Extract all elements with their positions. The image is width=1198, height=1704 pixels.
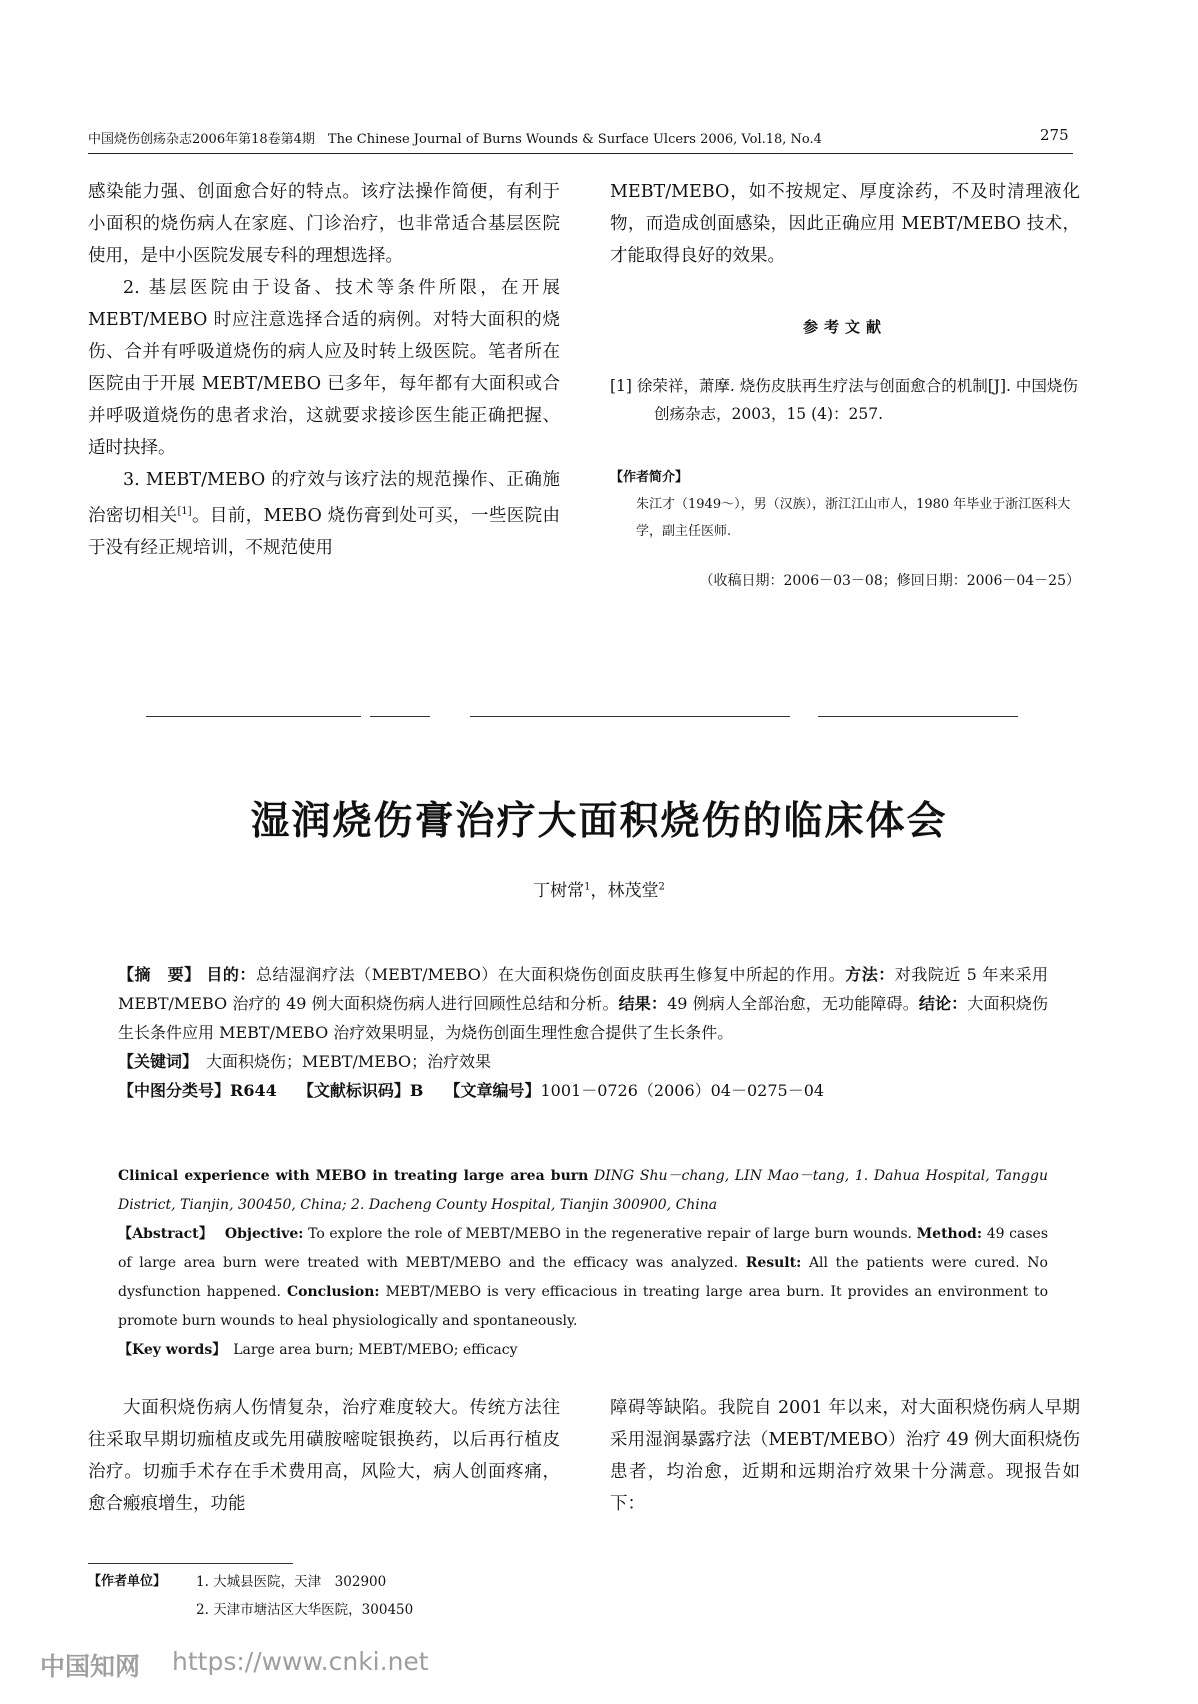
keywords-cn-label: 【关键词】 — [118, 1052, 191, 1071]
english-title-line — [118, 1162, 1048, 1220]
keywords-cn-text: 大面积烧伤；MEBT/MEBO；治疗效果 — [206, 1052, 492, 1071]
running-header: 中国烧伤创疡杂志2006年第18卷第4期 The Chinese Journal of Burns Wounds & Surface Ulcers 2006, Vol.18, No.4 — [88, 132, 822, 147]
author-2-affil-mark: 2 — [658, 881, 665, 893]
prev-article-right-column — [610, 176, 1080, 272]
abstract-en — [118, 1220, 1048, 1336]
prev-paragraph-3a: 3. MEBT/MEBO 的疗效与该疗法的规范操作、正确施治密切相关 — [88, 470, 560, 526]
reference-1: [1] 徐荣祥，萧摩. 烧伤皮肤再生疗法与创面愈合的机制[J]. 中国烧伤创疡杂志，2003，15 (4)：257. — [610, 377, 1078, 423]
prev-paragraph-2: 2. 基层医院由于设备、技术等条件所限，在开展 MEBT/MEBO 时应注意选择合适的病例。对特大面积的烧伤、合并有呼吸道烧伤的病人应及时转上级医院。笔者所在医院由于开展 MEBT/MEBO 已多年，每年都有大面积或合并呼吸道烧伤的患者求治，这就要求接诊医生能正确把握、适时抉择。 — [88, 278, 560, 458]
conclusion-en: MEBT/MEBO is very efficacious in treating large area burn. It provides an environment to promote burn wounds to heal physiologically and spontaneously. — [118, 1284, 1048, 1329]
english-title: Clinical experience with MEBO in treating large area burn — [118, 1168, 589, 1184]
author-separator: ， — [590, 881, 608, 901]
doccode-label: 【文献标识码】 — [297, 1081, 410, 1100]
prev-article-left-column — [88, 176, 560, 564]
class-value: R644 — [230, 1081, 277, 1100]
separator-segment — [370, 716, 430, 717]
result-en: All the patients were cured. No dysfunction happened. — [118, 1255, 1048, 1300]
prev-paragraph-1: 感染能力强、创面愈合好的特点。该疗法操作简便，有利于小面积的烧伤病人在家庭、门诊治疗，也非常适合基层医院使用，是中小医院发展专科的理想选择。 — [88, 182, 560, 266]
objective-cn: 总结湿润疗法（MEBT/MEBO）在大面积烧伤创面皮肤再生修复中所起的作用。 — [255, 965, 846, 984]
article-number-label: 【文章编号】 — [444, 1081, 541, 1100]
keywords-en-text: Large area burn; MEBT/MEBO; efficacy — [233, 1342, 518, 1358]
body-paragraph-right: 障碍等缺陷。我院自 2001 年以来，对大面积烧伤病人早期采用湿润暴露疗法（MEBT/MEBO）治疗 49 例大面积烧伤患者，均治愈，近期和远期治疗效果十分满意。现报告如下： — [610, 1398, 1080, 1514]
page-number: 275 — [1040, 126, 1069, 144]
references-heading: 参考文献 — [802, 318, 887, 336]
cnki-logo: 中国知网 — [40, 1652, 141, 1681]
separator-segment — [818, 716, 1018, 717]
author-bio-label: 【作者简介】 — [610, 470, 689, 485]
abstract-en-label: 【Abstract】 — [118, 1226, 207, 1242]
result-label-cn: 结果： — [618, 994, 668, 1013]
separator-segment — [470, 716, 790, 717]
abstract-cn — [118, 960, 1048, 1047]
classification-line — [118, 1076, 1048, 1105]
objective-label-en: Objective: — [224, 1226, 304, 1242]
separator-segment — [146, 716, 361, 717]
author-bio-text: 朱江才（1949～），男（汉族），浙江江山市人，1980 年毕业于浙江医科大学，副主任医师. — [636, 497, 1071, 539]
method-label-en: Method: — [916, 1226, 983, 1242]
result-cn: 49 例病人全部治愈，无功能障碍。 — [667, 994, 919, 1013]
conclusion-label-en: Conclusion: — [286, 1284, 380, 1300]
received-dates: （收稿日期：2006－03－08；修回日期：2006－04－25） — [699, 573, 1080, 589]
class-label: 【中图分类号】 — [118, 1081, 231, 1100]
header-rule — [88, 153, 1073, 154]
objective-en: To explore the role of MEBT/MEBO in the regenerative repair of large burn wounds. — [308, 1226, 913, 1242]
abstract-en-block — [118, 1162, 1048, 1365]
affiliation-2: 2. 天津市塘沽区大华医院，300450 — [196, 1602, 414, 1618]
author-1: 丁树常 — [533, 881, 585, 901]
body-right-column — [610, 1392, 1080, 1520]
body-paragraph-left: 大面积烧伤病人伤情复杂，治疗难度较大。传统方法往往采取早期切痂植皮或先用磺胺嘧啶银换药，以后再行植皮治疗。切痂手术存在手术费用高，风险大，病人创面疼痛，愈合瘢痕增生，功能 — [88, 1398, 560, 1514]
affiliation-label: 【作者单位】 — [88, 1574, 167, 1589]
english-authors: DING Shu－chang, LIN Mao－tang, 1. Dahua Hospital, Tanggu District, Tianjin, 300450, China; 2. Dacheng County Hospital, Tianjin 300900, China — [118, 1168, 1048, 1213]
author-1-affil-mark: 1 — [584, 881, 591, 893]
prev-right-paragraph: MEBT/MEBO，如不按规定、厚度涂药，不及时清理液化物，而造成创面感染，因此正确应用 MEBT/MEBO 技术，才能取得良好的效果。 — [610, 182, 1080, 266]
conclusion-cn: 大面积烧伤生长条件应用 MEBT/MEBO 治疗效果明显，为烧伤创面生理性愈合提供了生长条件。 — [118, 994, 1048, 1042]
prev-paragraph-3b: 。目前，MEBO 烧伤膏到处可买，一些医院由于没有经正规培训，不规范使用 — [88, 505, 560, 558]
prev-paragraph-3 — [88, 464, 560, 564]
abstract-cn-block — [118, 960, 1048, 1105]
conclusion-label-cn: 结论： — [918, 994, 968, 1013]
keywords-en — [118, 1336, 1048, 1365]
article-title: 湿润烧伤膏治疗大面积烧伤的临床体会 — [250, 799, 948, 844]
method-en: 49 cases of large area burn were treated with MEBT/MEBO and the efficacy was analyzed. — [118, 1226, 1048, 1271]
method-cn: 对我院近 5 年来采用 MEBT/MEBO 治疗的 49 例大面积烧伤病人进行回顾性总结和分析。 — [118, 965, 1048, 1013]
keywords-en-label: 【Key words】 — [118, 1342, 220, 1358]
abstract-cn-label: 【摘 要】 — [118, 965, 201, 984]
article-authors — [0, 876, 1198, 901]
citation-marker: [1] — [177, 506, 192, 517]
body-left-column — [88, 1392, 560, 1520]
article-number-value: 1001－0726（2006）04－0275－04 — [540, 1081, 825, 1100]
result-label-en: Result: — [745, 1255, 802, 1271]
affiliation-1: 1. 大城县医院，天津 302900 — [196, 1574, 387, 1590]
doccode-value: B — [409, 1081, 424, 1100]
footnote-rule — [88, 1563, 293, 1564]
author-2: 林茂堂 — [607, 881, 659, 901]
objective-label-cn: 目的： — [206, 965, 256, 984]
keywords-cn — [118, 1047, 1048, 1076]
cnki-url: https://www.cnki.net — [172, 1647, 429, 1676]
method-label-cn: 方法： — [845, 965, 895, 984]
